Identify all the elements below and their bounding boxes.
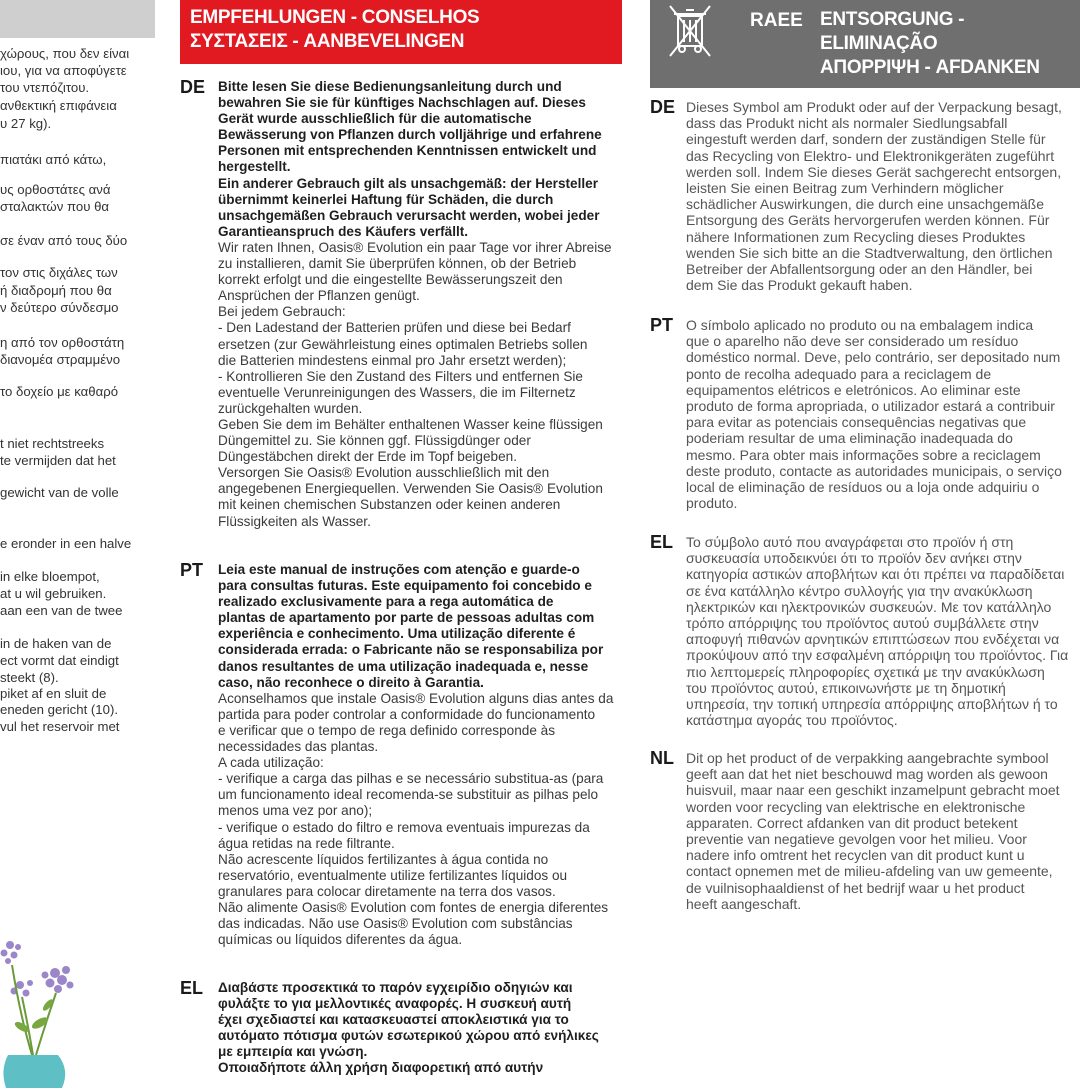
- left-text-line: διανομέα στραμμένο: [0, 352, 121, 367]
- text-line: huisvuil, maar naar een geschikt inzamelpunt gebracht moet: [686, 782, 1060, 799]
- text-line: αυτόματο πότισμα φυτών εσωτερικού χώρου από ενήλικες: [218, 1028, 599, 1044]
- bold-paragraph: [218, 562, 630, 691]
- recommendations-title-line1: EMPFEHLUNGEN - CONSELHOS: [190, 7, 480, 28]
- text-line: - verifique o estado do filtro e remova eventuais impurezas da: [218, 819, 590, 835]
- text-line: Flüssigkeiten als Wasser.: [218, 513, 371, 529]
- text-line: das indicadas. Não use Oasis® Evolution com substâncias: [218, 916, 573, 932]
- text-line: werden soll. Indem Sie dieses Gerät sachgerecht entsorgen,: [686, 163, 1062, 180]
- left-text-line: at u wil gebruiken.: [0, 586, 107, 601]
- text-line: poderiam resultar de uma eliminação inadequada do: [686, 430, 1013, 447]
- language-code: DE: [650, 97, 676, 117]
- section-text: [686, 750, 1080, 912]
- left-text-line: τον στις διχάλες των: [0, 265, 118, 280]
- disposal-title: [820, 8, 1080, 80]
- text-line: contact opnemen met de milieu-afdeling van uw gemeente,: [686, 863, 1053, 880]
- text-line: leisten Sie einen Beitrag zum Verhindern möglicher: [686, 180, 1004, 197]
- text-line: para evitar as potenciais consequências negativas que: [686, 414, 1027, 431]
- left-text-line: steekt (8).: [0, 670, 59, 685]
- left-text-line: aan een van de twee: [0, 603, 123, 618]
- text-line: wenden Sie sich bitte an die Stadtverwaltung, den örtlichen: [686, 244, 1053, 261]
- text-line: zu installieren, damit Sie überprüfen können, ob der Betrieb: [218, 256, 577, 272]
- text-line: Entsorgung des Geräts hervorgerufen werden können. Für: [686, 212, 1050, 229]
- text-line: nähere Informationen zum Recycling dieses Produktes: [686, 228, 1026, 245]
- text-line: químicas ou líquidos diferentes da água.: [218, 932, 463, 948]
- left-text-line: ή διαδρομή που θα: [0, 283, 112, 298]
- language-code: PT: [650, 315, 674, 335]
- language-code: DE: [180, 77, 206, 97]
- left-text-line: in de haken van de: [0, 636, 112, 651]
- text-line: caso, não reconhece o direito à Garantia.: [218, 674, 484, 690]
- text-line: angegebenen Energiequellen. Verwenden Sie Oasis® Evolution: [218, 481, 603, 497]
- language-code: EL: [650, 532, 674, 552]
- text-line: A cada utilização:: [218, 755, 324, 771]
- text-line: Διαβάστε προσεκτικά το παρόν εγχειρίδιο οδηγιών και: [218, 980, 573, 995]
- text-line: - Kontrollieren Sie den Zustand des Filters und entfernen Sie: [218, 368, 583, 384]
- normal-paragraph: [218, 691, 630, 949]
- text-line: necessidades das plantas.: [218, 739, 379, 755]
- text-line: με εμπειρία και γνώση.: [218, 1044, 368, 1060]
- left-text-line: του ντεπόζιτου.: [0, 80, 90, 95]
- left-text-line: ιου, για να αποφύγετε: [0, 63, 127, 78]
- disposal-title-line2: ΑΠΟΡΡΙΨΗ - AFDANKEN: [820, 57, 1040, 78]
- text-line: Não alimente Oasis® Evolution com fontes de energia diferentes: [218, 899, 609, 915]
- text-line: ponto de recolha adequado para a reciclagem de: [686, 365, 992, 382]
- text-line: reservatório, eventualmente utilize fertilizantes líquidos ou: [218, 867, 568, 883]
- section-text: [686, 99, 1080, 293]
- left-text-line: η από τον ορθοστάτη: [0, 335, 125, 350]
- text-line: worden voor recycling van elektrische en elektronische: [686, 798, 1026, 815]
- text-line: realizado exclusivamente para a rega automática de: [218, 594, 554, 610]
- left-text-line: σταλακτών που θα: [0, 199, 110, 214]
- text-line: Personen mit entsprechenden Kenntnissen entwickelt und: [218, 143, 597, 159]
- text-line: κατάστημα αγοράς του προϊόντος.: [686, 712, 898, 729]
- text-line: um funcionamento ideal recomenda-se substituir as pilhas pelo: [218, 787, 599, 803]
- text-line: Düngemittel zu. Sie können ggf. Flüssigdünger oder: [218, 433, 531, 449]
- section-text: [218, 79, 630, 530]
- text-line: Versorgen Sie Oasis® Evolution ausschließlich mit den: [218, 465, 550, 481]
- left-text-line: χώρους, που δεν είναι: [0, 46, 130, 61]
- left-text-line: vul het reservoir met: [0, 719, 120, 734]
- text-line: das Recycling von Elektro- und Elektronikgeräten zugeführt: [686, 147, 1055, 164]
- text-line: partida para poder controlar a conformidade do funcionamento: [218, 706, 596, 722]
- text-line: - verifique a carga das pilhas e se necessário substitua-as (para: [218, 771, 604, 787]
- text-line: προκύψουν από την εσφαλμένη απόρριψη του προϊόντος. Για: [686, 647, 1069, 664]
- text-line: Οποιαδήποτε άλλη χρήση διαφορετική από αυτήν: [218, 1060, 544, 1076]
- text-line: Betreiber der Abfallentsorgung oder an den Händler, bei: [686, 261, 1033, 278]
- language-code: PT: [180, 560, 204, 580]
- recommendations-header: [180, 0, 622, 64]
- text-line: übernimmt keinerlei Haftung für Schäden, die durch: [218, 191, 554, 207]
- recommendations-column: [170, 0, 630, 1076]
- text-line: eventuelle Verunreinigungen des Wassers, die im Filternetz: [218, 384, 576, 400]
- text-line: plantas de apartamento por parte de pessoas adultas com: [218, 610, 595, 626]
- text-line: - Den Ladestand der Batterien prüfen und diese bei Bedarf: [218, 320, 571, 336]
- section-text: [218, 562, 630, 948]
- text-line: Não acrescente líquidos fertilizantes à água contida no: [218, 851, 549, 867]
- text-line: Ein anderer Gebrauch gilt als unsachgemäß: der Hersteller: [218, 175, 598, 191]
- text-line: πιο λεπτομερείς πληροφορίες σχετικά με την ανακύκλωση: [686, 663, 1045, 680]
- normal-paragraph: [218, 240, 630, 530]
- language-code: EL: [180, 978, 204, 998]
- text-line: Geben Sie dem im Behälter enthaltenen Wasser keine flüssigen: [218, 416, 603, 432]
- text-line: que o aparelho não deve ser considerado um resíduo: [686, 333, 1019, 350]
- text-line: Το σύμβολο αυτό που αναγράφεται στο προϊόν ή στη: [686, 534, 1014, 550]
- text-line: φυλάξτε το για μελλοντικές αναφορές. Η συσκευή αυτή: [218, 996, 572, 1012]
- flower-vase-illustration: [0, 925, 90, 1088]
- text-line: Leia este manual de instruções com atenção e guarde-o: [218, 562, 580, 577]
- text-line: dass das Produkt nicht als normaler Siedlungsabfall: [686, 115, 1008, 132]
- text-line: experiência e conhecimento. Uma utilização diferente é: [218, 626, 576, 642]
- text-line: danos resultantes de uma utilização inadequada e, nesse: [218, 658, 589, 674]
- text-line: Aconselhamos que instale Oasis® Evolution alguns dias antes da: [218, 690, 614, 706]
- left-column: [0, 0, 155, 1088]
- text-line: e verificar que o tempo de rega definido corresponde às: [218, 722, 556, 738]
- left-text-line: σε έναν από τους δύο: [0, 233, 128, 248]
- language-code: NL: [650, 748, 674, 768]
- text-line: granulares para colocar diretamente na terra dos vasos.: [218, 883, 556, 899]
- left-text-line: ect vormt dat eindigt: [0, 653, 119, 668]
- disposal-header: [650, 0, 1080, 88]
- text-line: κατηγορία αστικών αποβλήτων και ότι πρέπει να παραδίδεται: [686, 566, 1065, 583]
- text-line: Dieses Symbol am Produkt oder auf der Verpackung besagt,: [686, 99, 1062, 115]
- text-line: Bewässerung von Pflanzen durch volljährige und erfahrene: [218, 127, 602, 143]
- text-line: doméstico normal. Deve, pelo contrário, ser depositado num: [686, 349, 1061, 366]
- text-line: Bitte lesen Sie diese Bedienungsanleitung durch und: [218, 79, 562, 94]
- text-line: schädlicher Auswirkungen, die durch eine unsachgemäße: [686, 196, 1044, 213]
- text-line: unsachgemäßen Gebrauch verursacht werden, wobei jeder: [218, 207, 600, 223]
- left-text-line: το δοχείο με καθαρό: [0, 384, 119, 399]
- text-line: para consultas futuras. Este equipamento foi concebido e: [218, 578, 592, 594]
- text-line: του προϊόντος αυτού, επικοινωνήστε με τη δημοτική: [686, 679, 1006, 696]
- text-line: die Batterien mindestens einmal pro Jahr ersetzt werden);: [218, 352, 567, 368]
- text-line: de vuilnisophaaldienst of het bedrijf waar u het product: [686, 879, 1025, 896]
- left-text-line: ν δεύτερο σύνδεσμο: [0, 300, 119, 315]
- left-text-line: ανθεκτική επιφάνεια: [0, 98, 117, 113]
- text-line: deste produto, contacte as autoridades municipais, o serviço: [686, 462, 1062, 479]
- text-line: Düngestäbchen direkt der Erde im Topf beigeben.: [218, 449, 518, 465]
- text-line: σε ένα κατάλληλο κέντρο συλλογής για την ανακύκλωση: [686, 582, 1033, 599]
- section-text: [686, 317, 1080, 511]
- text-line: ersetzen (zur Gewährleistung eines optimalen Betriebs sollen: [218, 336, 588, 352]
- text-line: αποφυγή πιθανών αρνητικών επιπτώσεων που ενδέχεται να: [686, 631, 1060, 648]
- text-line: heeft aangeschaft.: [686, 895, 802, 912]
- left-text-line: υς ορθοστάτες ανά: [0, 182, 111, 197]
- left-header-bar: [0, 0, 155, 38]
- text-line: Ansprüchen der Pflanzen genügt.: [218, 288, 420, 304]
- bold-paragraph: [218, 79, 630, 240]
- text-line: produto.: [686, 495, 738, 512]
- text-line: menos uma vez por ano);: [218, 803, 373, 819]
- raee-label: RAEE: [750, 10, 803, 31]
- text-line: considerada errada: o Fabricante não se responsabiliza por: [218, 642, 604, 658]
- text-line: eingestuft werden darf, sondern der zuständigen Stelle für: [686, 131, 1046, 148]
- text-line: preventie van negatieve gevolgen voor het milieu. Voor: [686, 831, 1027, 848]
- left-text-line: πιατάκι από κάτω,: [0, 152, 107, 167]
- text-line: zurückgehalten wurden.: [218, 400, 363, 416]
- text-line: água retidas na rede filtrante.: [218, 835, 395, 851]
- text-line: korrekt erfolgt und die eingestellte Bewässerungszeit den: [218, 272, 563, 288]
- text-line: geeft aan dat het niet beschouwd mag worden als gewoon: [686, 766, 1048, 783]
- left-text-line: e eronder in een halve: [0, 536, 132, 551]
- text-line: έχει σχεδιαστεί και κατασκευαστεί αποκλειστικά για το: [218, 1012, 569, 1028]
- text-line: bewahren Sie sie für künftiges Nachschlagen auf. Dieses: [218, 95, 586, 111]
- crossed-out-wheelie-bin-icon: [658, 2, 722, 60]
- left-text-line: gewicht van de volle: [0, 485, 119, 500]
- text-line: τρόπο απόρριψης του προϊόντος αυτού συμβάλλετε στην: [686, 615, 1039, 632]
- bold-paragraph: [218, 980, 630, 1077]
- text-line: Dit op het product of de verpakking aangebrachte symbool: [686, 750, 1049, 766]
- text-line: dem Sie das Produkt gekauft haben.: [686, 277, 913, 294]
- text-line: Bei jedem Gebrauch:: [218, 304, 346, 320]
- text-line: O símbolo aplicado no produto ou na embalagem indica: [686, 317, 1034, 333]
- text-line: Garantieanspruch des Käufers verfällt.: [218, 223, 469, 239]
- recommendations-title-line2: ΣΥΣΤΑΣΕΙΣ - AANBEVELINGEN: [190, 31, 465, 52]
- text-line: ηλεκτρικών και ηλεκτρονικών συσκευών. Με τον κατάλληλο: [686, 598, 1052, 615]
- text-line: υπηρεσία, την τοπική υπηρεσία απόρριψης αποβλήτων ή το: [686, 696, 1058, 713]
- text-line: apparaten. Correct afdanken van dit product betekent: [686, 814, 1018, 831]
- text-line: local de eliminação de resíduos ou a loja onde adquiriu o: [686, 479, 1040, 496]
- text-line: mit keinen chemischen Substanzen oder keinen anderen: [218, 497, 561, 513]
- text-line: συσκευασία υποδεικνύει ότι το προϊόν δεν ανήκει στην: [686, 550, 1022, 567]
- left-text-line: piket af en sluit de: [0, 686, 107, 701]
- left-text-line: υ 27 kg).: [0, 116, 52, 131]
- section-text: [218, 980, 630, 1077]
- left-text-line: eneden gericht (10).: [0, 702, 119, 717]
- text-line: equipamentos elétricos e eletrónicos. Ao eliminar este: [686, 381, 1021, 398]
- text-line: Wir raten Ihnen, Oasis® Evolution ein paar Tage vor ihrer Abreise: [218, 239, 612, 255]
- text-line: nadere info omtrent het recyclen van dit product kunt u: [686, 847, 1025, 864]
- left-text-line: t niet rechtstreeks: [0, 436, 105, 451]
- text-line: hergestellt.: [218, 159, 291, 175]
- section-text: [686, 534, 1080, 728]
- left-text-line: te vermijden dat het: [0, 453, 116, 468]
- text-line: mesmo. Para obter mais informações sobre a reciclagem: [686, 446, 1041, 463]
- disposal-title-line1: ENTSORGUNG - ELIMINAÇÃO: [820, 9, 965, 54]
- text-line: Gerät wurde ausschließlich für die automatische: [218, 111, 532, 127]
- disposal-column: [640, 0, 1080, 912]
- text-line: produto de forma apropriada, o utilizador estará a contribuir: [686, 398, 1055, 415]
- left-text-line: in elke bloempot,: [0, 569, 100, 584]
